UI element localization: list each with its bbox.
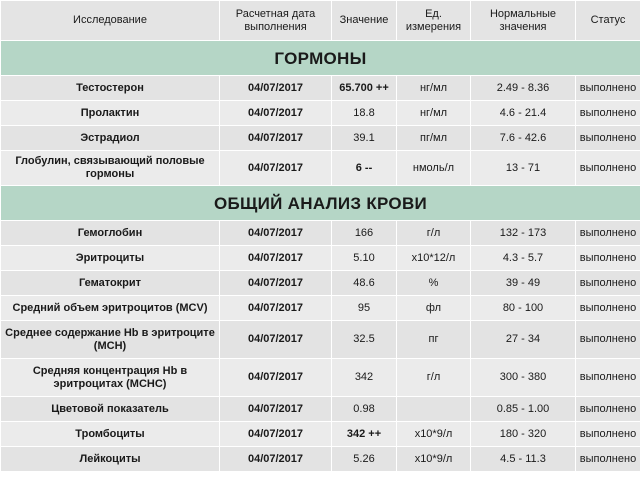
status-cell: выполнено xyxy=(576,76,640,101)
test-name-cell: Средний объем эритроцитов (MCV) xyxy=(1,296,220,321)
section-hormones xyxy=(1,41,640,186)
status-cell: выполнено xyxy=(576,296,640,321)
test-name-cell: Средняя концентрация Hb в эритроцитах (MCHC) xyxy=(1,359,220,397)
value-cell: 18.8 xyxy=(332,101,397,126)
test-name-cell: Глобулин, связывающий половые гормоны xyxy=(1,151,220,186)
range-cell: 0.85 - 1.00 xyxy=(471,397,576,422)
unit-cell: г/л xyxy=(397,221,471,246)
test-name-cell: Эритроциты xyxy=(1,246,220,271)
range-cell: 180 - 320 xyxy=(471,422,576,447)
table-row xyxy=(1,221,640,246)
range-cell: 7.6 - 42.6 xyxy=(471,126,576,151)
value-cell: 95 xyxy=(332,296,397,321)
test-name-cell: Эстрадиол xyxy=(1,126,220,151)
table-row xyxy=(1,151,640,186)
test-name-cell: Гемоглобин xyxy=(1,221,220,246)
test-name-cell: Лейкоциты xyxy=(1,447,220,472)
value-cell: 65.700 ++ xyxy=(332,76,397,101)
status-cell: выполнено xyxy=(576,151,640,186)
unit-cell: пг/мл xyxy=(397,126,471,151)
range-cell: 2.49 - 8.36 xyxy=(471,76,576,101)
table-row xyxy=(1,76,640,101)
value-cell: 342 ++ xyxy=(332,422,397,447)
status-cell: выполнено xyxy=(576,126,640,151)
test-name-cell: Среднее содержание Hb в эритроците (MCH) xyxy=(1,321,220,359)
section-header xyxy=(1,186,640,221)
table-row xyxy=(1,296,640,321)
range-cell: 80 - 100 xyxy=(471,296,576,321)
value-cell: 166 xyxy=(332,221,397,246)
section-header xyxy=(1,41,640,76)
range-cell: 39 - 49 xyxy=(471,271,576,296)
unit-cell xyxy=(397,397,471,422)
unit-cell: x10*12/л xyxy=(397,246,471,271)
header-test: Исследование xyxy=(1,1,220,41)
date-cell: 04/07/2017 xyxy=(220,321,332,359)
date-cell: 04/07/2017 xyxy=(220,221,332,246)
date-cell: 04/07/2017 xyxy=(220,359,332,397)
unit-cell: x10*9/л xyxy=(397,447,471,472)
value-cell: 342 xyxy=(332,359,397,397)
table-row xyxy=(1,422,640,447)
date-cell: 04/07/2017 xyxy=(220,296,332,321)
test-name-cell: Тестостерон xyxy=(1,76,220,101)
unit-cell: нг/мл xyxy=(397,101,471,126)
unit-cell: фл xyxy=(397,296,471,321)
date-cell: 04/07/2017 xyxy=(220,246,332,271)
unit-cell: % xyxy=(397,271,471,296)
test-name-cell: Тромбоциты xyxy=(1,422,220,447)
status-cell: выполнено xyxy=(576,321,640,359)
header-range: Нормальные значения xyxy=(471,1,576,41)
value-cell: 5.10 xyxy=(332,246,397,271)
table-row xyxy=(1,126,640,151)
status-cell: выполнено xyxy=(576,397,640,422)
value-cell: 32.5 xyxy=(332,321,397,359)
header-status: Статус xyxy=(576,1,640,41)
test-name-cell: Цветовой показатель xyxy=(1,397,220,422)
date-cell: 04/07/2017 xyxy=(220,126,332,151)
range-cell: 4.5 - 11.3 xyxy=(471,447,576,472)
header-value: Значение xyxy=(332,1,397,41)
date-cell: 04/07/2017 xyxy=(220,151,332,186)
unit-cell: г/л xyxy=(397,359,471,397)
table-row xyxy=(1,321,640,359)
status-cell: выполнено xyxy=(576,271,640,296)
status-cell: выполнено xyxy=(576,246,640,271)
test-name-cell: Пролактин xyxy=(1,101,220,126)
range-cell: 4.6 - 21.4 xyxy=(471,101,576,126)
table-row xyxy=(1,397,640,422)
range-cell: 300 - 380 xyxy=(471,359,576,397)
date-cell: 04/07/2017 xyxy=(220,447,332,472)
range-cell: 27 - 34 xyxy=(471,321,576,359)
status-cell: выполнено xyxy=(576,447,640,472)
status-cell: выполнено xyxy=(576,101,640,126)
date-cell: 04/07/2017 xyxy=(220,271,332,296)
table-row xyxy=(1,246,640,271)
status-cell: выполнено xyxy=(576,359,640,397)
table-row xyxy=(1,271,640,296)
range-cell: 4.3 - 5.7 xyxy=(471,246,576,271)
range-cell: 13 - 71 xyxy=(471,151,576,186)
value-cell: 6 -- xyxy=(332,151,397,186)
unit-cell: пг xyxy=(397,321,471,359)
date-cell: 04/07/2017 xyxy=(220,101,332,126)
header-row xyxy=(1,1,640,41)
section-title: ГОРМОНЫ xyxy=(1,41,640,76)
date-cell: 04/07/2017 xyxy=(220,397,332,422)
unit-cell: нмоль/л xyxy=(397,151,471,186)
table-row xyxy=(1,359,640,397)
unit-cell: x10*9/л xyxy=(397,422,471,447)
section-blood-count xyxy=(1,186,640,472)
value-cell: 0.98 xyxy=(332,397,397,422)
value-cell: 39.1 xyxy=(332,126,397,151)
header-date: Расчетная дата выполнения xyxy=(220,1,332,41)
test-name-cell: Гематокрит xyxy=(1,271,220,296)
date-cell: 04/07/2017 xyxy=(220,422,332,447)
table-row xyxy=(1,447,640,472)
table-row xyxy=(1,101,640,126)
value-cell: 5.26 xyxy=(332,447,397,472)
status-cell: выполнено xyxy=(576,221,640,246)
section-title: ОБЩИЙ АНАЛИЗ КРОВИ xyxy=(1,186,640,221)
range-cell: 132 - 173 xyxy=(471,221,576,246)
date-cell: 04/07/2017 xyxy=(220,76,332,101)
unit-cell: нг/мл xyxy=(397,76,471,101)
header-unit: Ед. измерения xyxy=(397,1,471,41)
status-cell: выполнено xyxy=(576,422,640,447)
value-cell: 48.6 xyxy=(332,271,397,296)
